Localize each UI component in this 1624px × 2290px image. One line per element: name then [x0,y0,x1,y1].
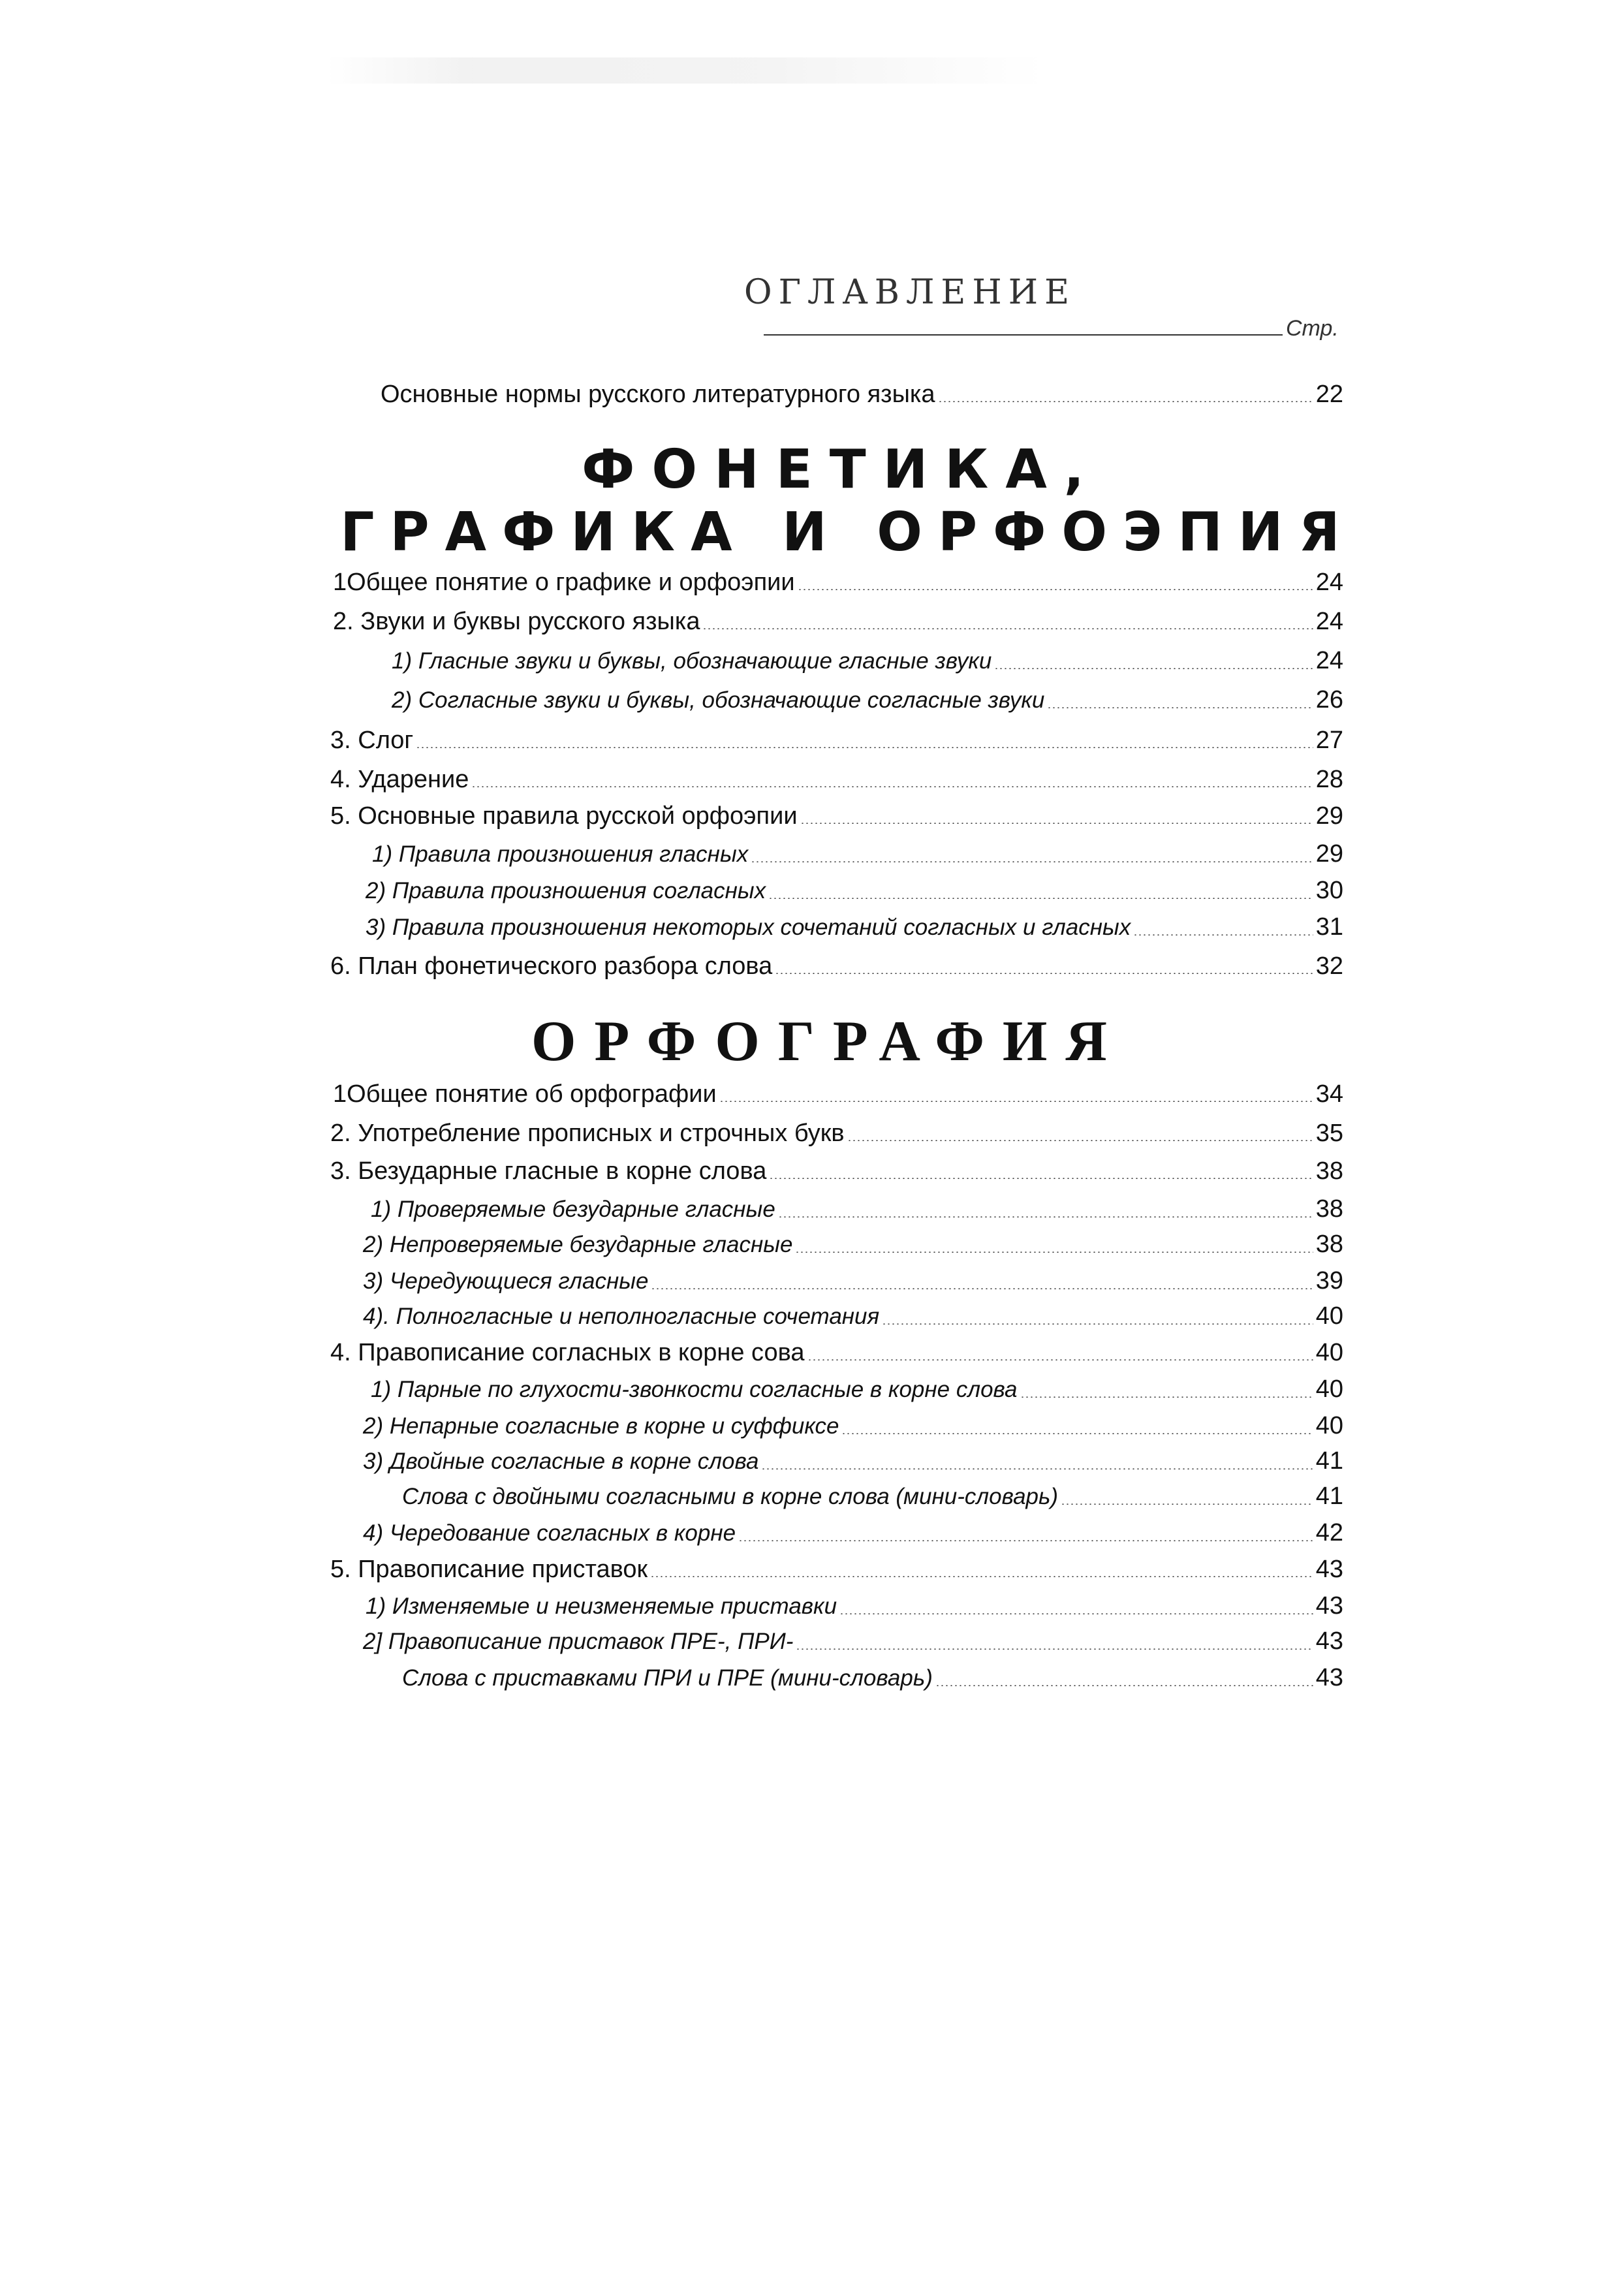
leader-dots [847,1140,1313,1141]
toc-entry-label: 1) Парные по глухости-звонкости согласные в корне слова [371,1377,1018,1402]
section-title-orthography: ОРФОГРАФИЯ [531,1010,1125,1073]
leader-dots [719,1101,1313,1102]
toc-entry-label: 2. Употребление прописных и строчных букв [330,1120,845,1147]
toc-entry-page: 34 [1315,1080,1343,1108]
toc-entry-label: 2) Согласные звуки и буквы, обозначающие согласные звуки [392,687,1045,713]
toc-entry-label: 3. Безударные гласные в корне слова [330,1157,767,1185]
toc-entry-label: 4) Чередование согласных в корне [363,1520,736,1546]
toc-subentry[interactable] [392,684,1343,716]
toc-entry-intro[interactable] [381,379,1343,410]
leader-dots [650,1576,1313,1577]
leader-dots [1133,934,1313,935]
toc-entry-label: 2) Правила произношения согласных [366,878,766,903]
toc-entry[interactable] [330,1155,1343,1187]
toc-subentry[interactable] [366,875,1343,907]
leader-dots [761,1468,1313,1469]
toc-entry-page: 41 [1315,1482,1343,1510]
toc-entry-page: 29 [1315,802,1343,830]
leader-dots [775,973,1313,974]
toc-entry-page: 40 [1315,1302,1343,1330]
leader-dots [751,861,1313,862]
toc-entry-page: 43 [1315,1592,1343,1620]
toc-entry-label: 1) Изменяемые и неизменяемые приставки [366,1593,837,1619]
toc-entry-page: 41 [1315,1447,1343,1475]
toc-entry-page: 38 [1315,1195,1343,1223]
toc-entry-label: 3) Двойные согласные в корне слова [363,1449,759,1474]
toc-entry-label: Слова с двойными согласными в корне слова (мини-словарь) [402,1484,1059,1509]
toc-entry-page: 35 [1315,1120,1343,1147]
toc-entry-label: 3) Правила произношения некоторых сочетаний согласных и гласных [366,915,1131,940]
toc-entry-page: 43 [1315,1556,1343,1583]
leader-dots [651,1288,1313,1289]
toc-entry-label: 3. Слог [330,727,414,754]
toc-subentry[interactable] [366,1590,1343,1622]
toc-subentry[interactable] [366,911,1343,943]
toc-entry-page: 43 [1315,1664,1343,1691]
leader-dots [471,786,1313,787]
toc-entry-page: 24 [1315,608,1343,635]
toc-subentry[interactable] [363,1300,1343,1332]
toc-subentry[interactable] [371,1373,1343,1405]
toc-entry-label: 1Общее понятие об орфографии [333,1080,717,1108]
page-column-label: Стр. [1286,316,1339,341]
leader-dots [800,823,1313,824]
toc-entry-label: 4). Полногласные и неполногласные сочетания [363,1304,880,1329]
section-title-phonetics: ФОНЕТИКА, [582,439,1101,501]
toc-entry-page: 24 [1315,647,1343,674]
toc-entry-page: 26 [1315,686,1343,714]
toc-entry-page: 43 [1315,1627,1343,1655]
toc-entry-label: 5. Основные правила русской орфоэпии [330,802,798,830]
toc-subentry[interactable] [371,1193,1343,1225]
section-title-phonetics-line2: ГРАФИКА И ОРФОЭПИЯ [340,501,1356,563]
toc-entry-label: Слова с приставками ПРИ и ПРЕ (мини-словарь) [402,1665,933,1691]
toc-entry-page: 31 [1315,913,1343,941]
toc-subentry[interactable] [392,645,1343,677]
toc-entry-label: 1) Проверяемые безударные гласные [371,1197,775,1222]
leader-dots [807,1359,1313,1360]
toc-entry-label: 4. Правописание согласных в корне сова [330,1339,805,1366]
leader-dots [702,628,1313,629]
toc-subentry[interactable] [363,1265,1343,1297]
leader-dots [798,589,1313,590]
toc-entry-label: 2) Непарные согласные в корне и суффиксе [363,1413,839,1439]
toc-entry-page: 27 [1315,727,1343,754]
toc-entry-page: 30 [1315,877,1343,904]
toc-entry-label: 1) Гласные звуки и буквы, обозначающие гласные звуки [392,648,992,674]
toc-subentry[interactable] [372,838,1343,870]
toc-entry[interactable] [330,800,1343,832]
leader-dots [769,1178,1313,1179]
toc-entry[interactable] [330,764,1343,795]
toc-entry-page: 24 [1315,569,1343,596]
toc-entry[interactable] [330,1118,1343,1149]
toc-entry-page: 22 [1315,381,1343,408]
toc-entry-label: 2. Звуки и буквы русского языка [333,608,700,635]
leader-dots [839,1613,1313,1614]
toc-entry-page: 40 [1315,1375,1343,1403]
toc-entry-page: 40 [1315,1412,1343,1439]
header-rule [764,334,1283,336]
toc-subentry[interactable] [363,1517,1343,1549]
leader-dots [416,747,1313,748]
toc-entry-label: 3) Чередующиеся гласные [363,1268,649,1294]
leader-dots [882,1323,1313,1325]
toc-entry-page: 32 [1315,952,1343,980]
toc-entry-label: 2) Непроверяемые безударные гласные [363,1232,793,1257]
toc-entry-page: 38 [1315,1231,1343,1258]
toc-subentry[interactable] [363,1445,1343,1477]
leader-dots [994,668,1313,669]
toc-entry-page: 29 [1315,840,1343,868]
toc-subentry[interactable] [363,1229,1343,1261]
toc-entry-page: 40 [1315,1339,1343,1366]
toc-entry[interactable] [330,1337,1343,1368]
toc-entry-label: 2] Правописание приставок ПРЕ-, ПРИ- [363,1629,794,1654]
toc-entry[interactable] [333,606,1343,637]
toc-entry[interactable] [330,950,1343,982]
toc-entry[interactable] [330,725,1343,756]
toc-entry-label: Основные нормы русского литературного языка [381,381,935,408]
toc-entry-label: 4. Ударение [330,766,469,793]
toc-entry-page: 38 [1315,1157,1343,1185]
toc-entry-label: 1Общее понятие о графике и орфоэпии [333,569,795,596]
leader-dots [796,1648,1313,1650]
leader-dots [795,1251,1313,1253]
leader-dots [938,401,1313,402]
leader-dots [768,898,1313,899]
leader-dots [778,1216,1313,1217]
toc-subentry[interactable] [363,1410,1343,1442]
toc-entry-page: 28 [1315,766,1343,793]
leader-dots [738,1540,1313,1541]
toc-entry[interactable] [330,1554,1343,1585]
toc-entry-label: 1) Правила произношения гласных [372,841,749,867]
leader-dots [935,1685,1313,1686]
toc-subentry[interactable] [363,1625,1343,1657]
leader-dots [1020,1396,1313,1398]
scan-artifact [326,57,1044,84]
toc-subentry[interactable] [402,1481,1343,1513]
toc-entry-page: 42 [1315,1519,1343,1546]
toc-entry-label: 6. План фонетического разбора слова [330,952,773,980]
toc-entry-page: 39 [1315,1267,1343,1294]
toc-subentry[interactable] [402,1662,1343,1694]
toc-entry-label: 5. Правописание приставок [330,1556,648,1583]
leader-dots [1061,1503,1313,1505]
toc-entry[interactable] [333,567,1343,598]
toc-entry[interactable] [333,1078,1343,1110]
leader-dots [1047,707,1313,708]
leader-dots [841,1433,1313,1434]
toc-title: ОГЛАВЛЕНИЕ [743,273,1076,312]
